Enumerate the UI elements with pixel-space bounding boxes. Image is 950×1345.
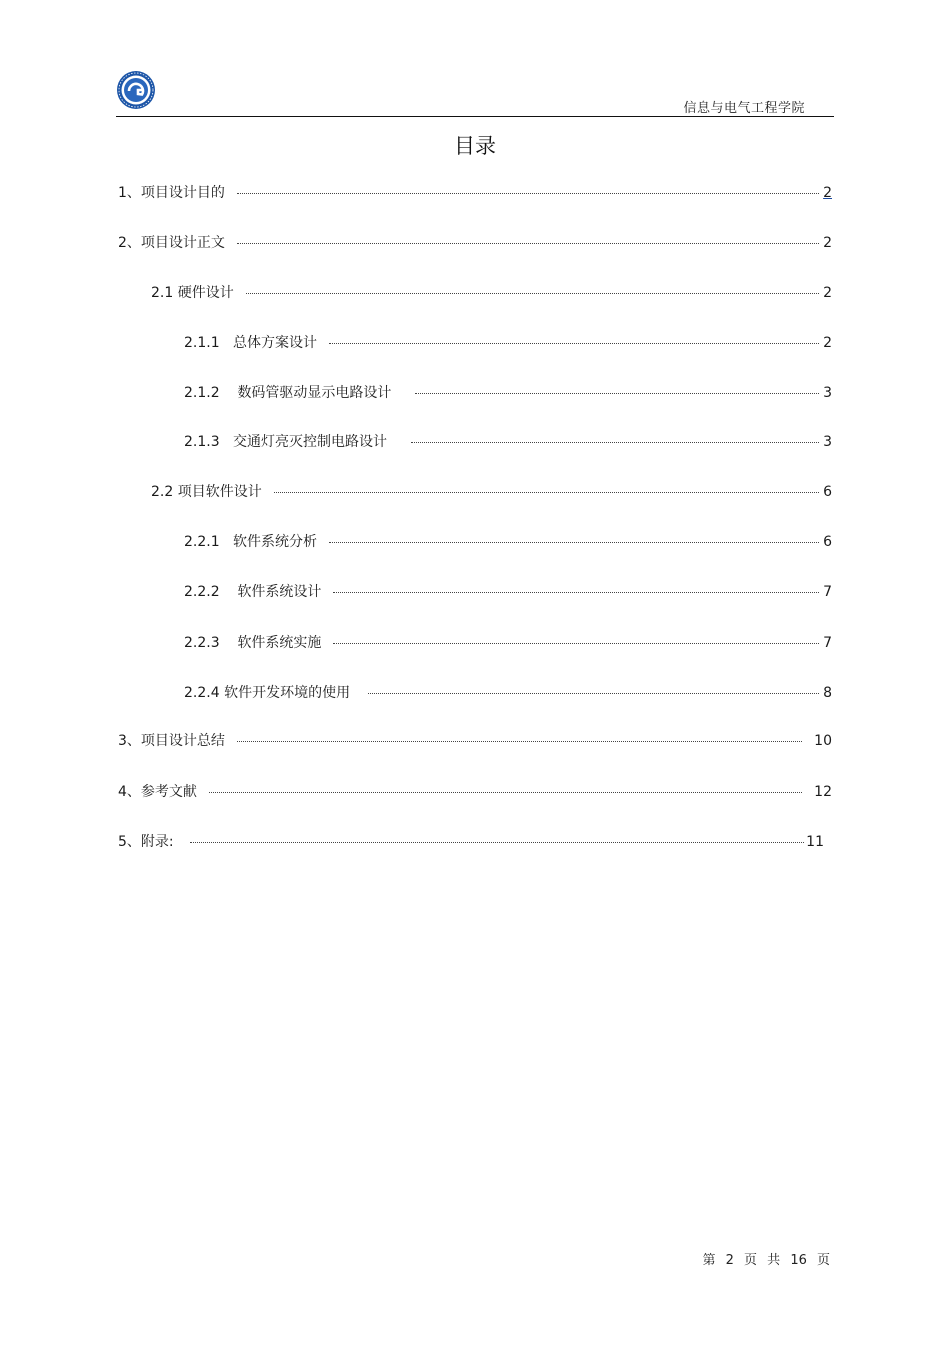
toc-leader bbox=[333, 592, 819, 593]
toc-entry-text: 交通灯亮灭控制电路设计 bbox=[232, 434, 387, 450]
toc-entry-number: 2.2 bbox=[151, 484, 178, 500]
toc-entry[interactable] bbox=[184, 632, 832, 652]
toc-entry-number: 2.2.3 bbox=[184, 635, 238, 651]
toc-entry-number: 2.1.1 bbox=[184, 335, 233, 351]
toc-entry[interactable] bbox=[184, 431, 832, 451]
toc-entry-text: 硬件设计 bbox=[177, 285, 234, 301]
toc-entry-page: 2 bbox=[823, 285, 832, 301]
toc-entry[interactable] bbox=[184, 581, 832, 601]
toc-entry-page: 8 bbox=[823, 685, 832, 701]
toc-entry-page: 10 bbox=[814, 733, 832, 749]
toc-entry[interactable] bbox=[118, 831, 824, 851]
toc-entry-text: 项目设计目的 bbox=[140, 185, 225, 201]
toc-title: 目录 bbox=[454, 134, 496, 158]
toc-entry-page: 12 bbox=[814, 784, 832, 800]
toc-entry[interactable] bbox=[184, 382, 832, 402]
toc-entry-number: 3、 bbox=[118, 733, 141, 749]
toc-entry-number: 4、 bbox=[118, 784, 141, 800]
toc-entry-text: 项目设计正文 bbox=[140, 235, 225, 251]
toc-entry-number: 5、 bbox=[118, 834, 141, 850]
toc-leader bbox=[333, 643, 819, 644]
toc-entry-number: 2、 bbox=[118, 235, 141, 251]
toc-entry-page: 3 bbox=[823, 434, 832, 450]
toc-entry[interactable] bbox=[151, 282, 832, 302]
toc-entry-page: 6 bbox=[823, 534, 832, 550]
toc-entry-page: 6 bbox=[823, 484, 832, 500]
toc-entry[interactable] bbox=[118, 232, 832, 252]
toc-entry-page: 2 bbox=[823, 335, 832, 351]
toc-entry-text: 项目软件设计 bbox=[177, 484, 262, 500]
toc-entry-number: 2.2.1 bbox=[184, 534, 233, 550]
toc-entry-number: 2.2.2 bbox=[184, 584, 238, 600]
toc-entry-text: 软件系统设计 bbox=[237, 584, 322, 600]
toc-leader bbox=[411, 442, 819, 443]
toc-leader bbox=[368, 693, 819, 694]
toc-entry-text: 总体方案设计 bbox=[232, 335, 317, 351]
toc-entry[interactable] bbox=[184, 531, 832, 551]
toc-entry-page: 7 bbox=[823, 584, 832, 600]
toc-entry-number: 2.1 bbox=[151, 285, 178, 301]
toc-entry[interactable] bbox=[118, 182, 832, 202]
toc-entry-page: 7 bbox=[823, 635, 832, 651]
toc-entry-number: 1、 bbox=[118, 185, 141, 201]
toc-entry-page: 2 bbox=[823, 235, 832, 251]
toc-leader bbox=[237, 243, 819, 244]
toc-leader bbox=[237, 193, 819, 194]
toc-entry[interactable] bbox=[118, 730, 832, 750]
toc-entry[interactable] bbox=[118, 781, 832, 801]
toc-leader bbox=[415, 393, 819, 394]
toc-entry[interactable] bbox=[184, 332, 832, 352]
toc-entry-text: 项目设计总结 bbox=[140, 733, 225, 749]
toc-entry-text: 软件系统分析 bbox=[232, 534, 317, 550]
toc-leader bbox=[329, 343, 819, 344]
toc-entry-text: 数码管驱动显示电路设计 bbox=[237, 385, 392, 401]
toc-leader bbox=[246, 293, 819, 294]
toc-leader bbox=[190, 842, 805, 843]
toc-entry-text: 软件开发环境的使用 bbox=[224, 685, 351, 701]
page-footer: 第 2 页 共 16 页 bbox=[702, 1253, 830, 1268]
toc-entry[interactable] bbox=[151, 481, 832, 501]
toc-entry-page: 3 bbox=[823, 385, 832, 401]
toc-leader bbox=[237, 741, 802, 742]
toc-entry-text: 附录: bbox=[140, 834, 174, 850]
toc-entry-text: 参考文献 bbox=[140, 784, 197, 800]
toc-entry-number: 2.2.4 bbox=[184, 685, 225, 701]
toc-entry-page: 11 bbox=[806, 834, 824, 850]
toc-entry-text: 软件系统实施 bbox=[237, 635, 322, 651]
toc-entry[interactable] bbox=[184, 682, 832, 702]
toc-entry-number: 2.1.2 bbox=[184, 385, 238, 401]
toc-entry-page: 2 bbox=[823, 185, 832, 201]
toc-entry-number: 2.1.3 bbox=[184, 434, 233, 450]
toc-leader bbox=[329, 542, 819, 543]
toc-leader bbox=[209, 792, 802, 793]
header-department: 信息与电气工程学院 bbox=[683, 101, 805, 116]
toc-leader bbox=[274, 492, 819, 493]
